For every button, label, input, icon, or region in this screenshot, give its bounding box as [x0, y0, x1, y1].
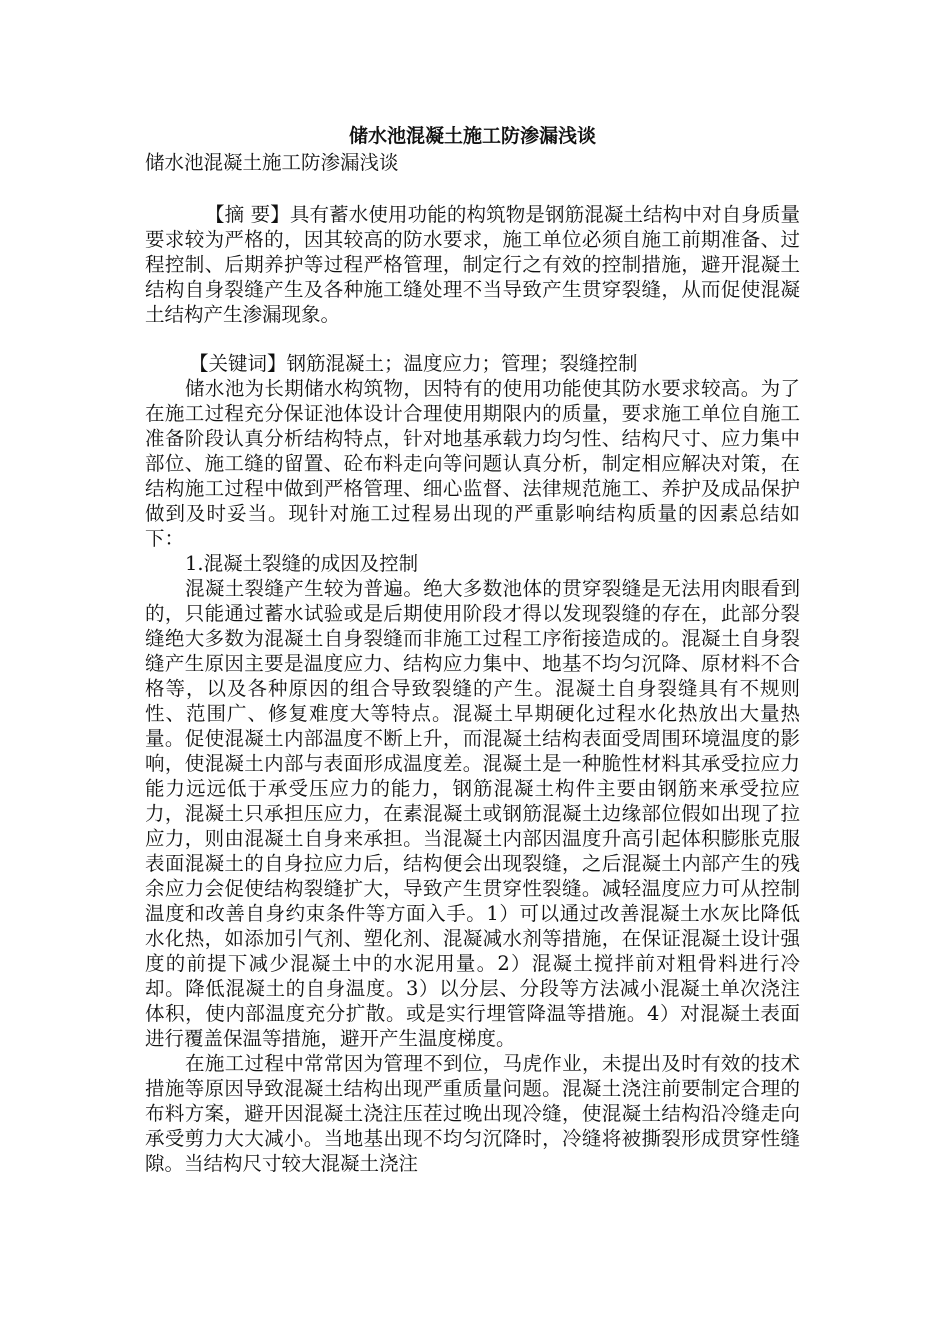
body-paragraph: 混凝土裂缝产生较为普遍。绝大多数池体的贯穿裂缝是无法用肉眼看到的，只能通过蓄水试验或是后期使用阶段才得以发现裂缝的存在，此部分裂缝绝大多数为混凝土自身裂缝而非施工过程工序衔接造成的。混凝土自身裂缝产生原因主要是温度应力、结构应力集中、地基不均匀沉降、原材料不合格等，以及各种原因的组合导致裂缝的产生。混凝土自身裂缝具有不规则性、范围广、修复难度大等特点。混凝土早期硬化过程水化热放出大量热量。促使混凝土内部温度不断上升，而混凝土结构表面受周围环境温度的影响，使混凝土内部与表面形成温度差。混凝土是一种脆性材料其承受拉应力能力远远低于承受压应力的能力，钢筋混凝土构件主要由钢筋来承受拉应力，混凝土只承担压应力，在素混凝土或钢筋混凝土边缘部位假如出现了拉应力，则由混凝土自身来承担。当混凝土内部因温度升高引起体积膨胀克服表面混凝土的自身拉应力后，结构便会出现裂缝，之后混凝土内部产生的残余应力会促使结构裂缝扩大，导致产生贯穿性裂缝。减轻温度应力可从控制温度和改善自身约束条件等方面入手。1）可以通过改善混凝土水灰比降低水化热，如添加引气剂、塑化剂、混凝减水剂等措施，在保证混凝土设计强度的前提下减少混凝土中的水泥用量。2）混凝土搅拌前对粗骨料进行冷却。降低混凝土的自身温度。3）以分层、分段等方法减小混凝土单次浇注体积，使内部温度充分扩散。或是实行埋管降温等措施。4）对混凝土表面进行覆盖保温等措施，避开产生温度梯度。: [145, 577, 800, 1050]
abstract-paragraph: 【摘 要】具有蓄水使用功能的构筑物是钢筋混凝土结构中对自身质量要求较为严格的，因其较高的防水要求，施工单位必须自施工前期准备、过程控制、后期养护等过程严格管理，制定行之有效的控制措施，避开混凝土结构自身裂缝产生及各种施工缝处理不当导致产生贯穿裂缝，从而促使混凝土结构产生渗漏现象。: [145, 203, 800, 326]
document-title: 储水池混凝土施工防渗漏浅谈: [348, 125, 596, 147]
document-subtitle: 储水池混凝土施工防渗漏浅谈: [145, 151, 399, 174]
section-heading: 1.混凝土裂缝的成因及控制: [185, 552, 419, 575]
keywords-line: 【关键词】钢筋混凝土；温度应力；管理；裂缝控制: [189, 352, 638, 375]
document-body: [145, 122, 800, 1176]
intro-paragraph: 储水池为长期储水构筑物，因特有的使用功能使其防水要求较高。为了在施工过程充分保证池体设计合理使用期限内的质量，要求施工单位自施工准备阶段认真分析结构特点，针对地基承载力均匀性、结构尺寸、应力集中部位、施工缝的留置、砼布料走向等问题认真分析，制定相应解决对策，在结构施工过程中做到严格管理、细心监督、法律规范施工、养护及成品保护做到及时妥当。现针对施工过程易出现的严重影响结构质量的因素总结如下：: [145, 377, 800, 550]
body-paragraph: 在施工过程中常常因为管理不到位，马虎作业，未提出及时有效的技术措施等原因导致混凝土结构出现严重质量问题。混凝土浇注前要制定合理的布料方案，避开因混凝土浇注压茬过晚出现冷缝，使混凝土结构沿冷缝走向承受剪力大大减小。当地基出现不均匀沉降时，冷缝将被撕裂形成贯穿性缝隙。当结构尺寸较大混凝土浇注: [145, 1052, 800, 1175]
